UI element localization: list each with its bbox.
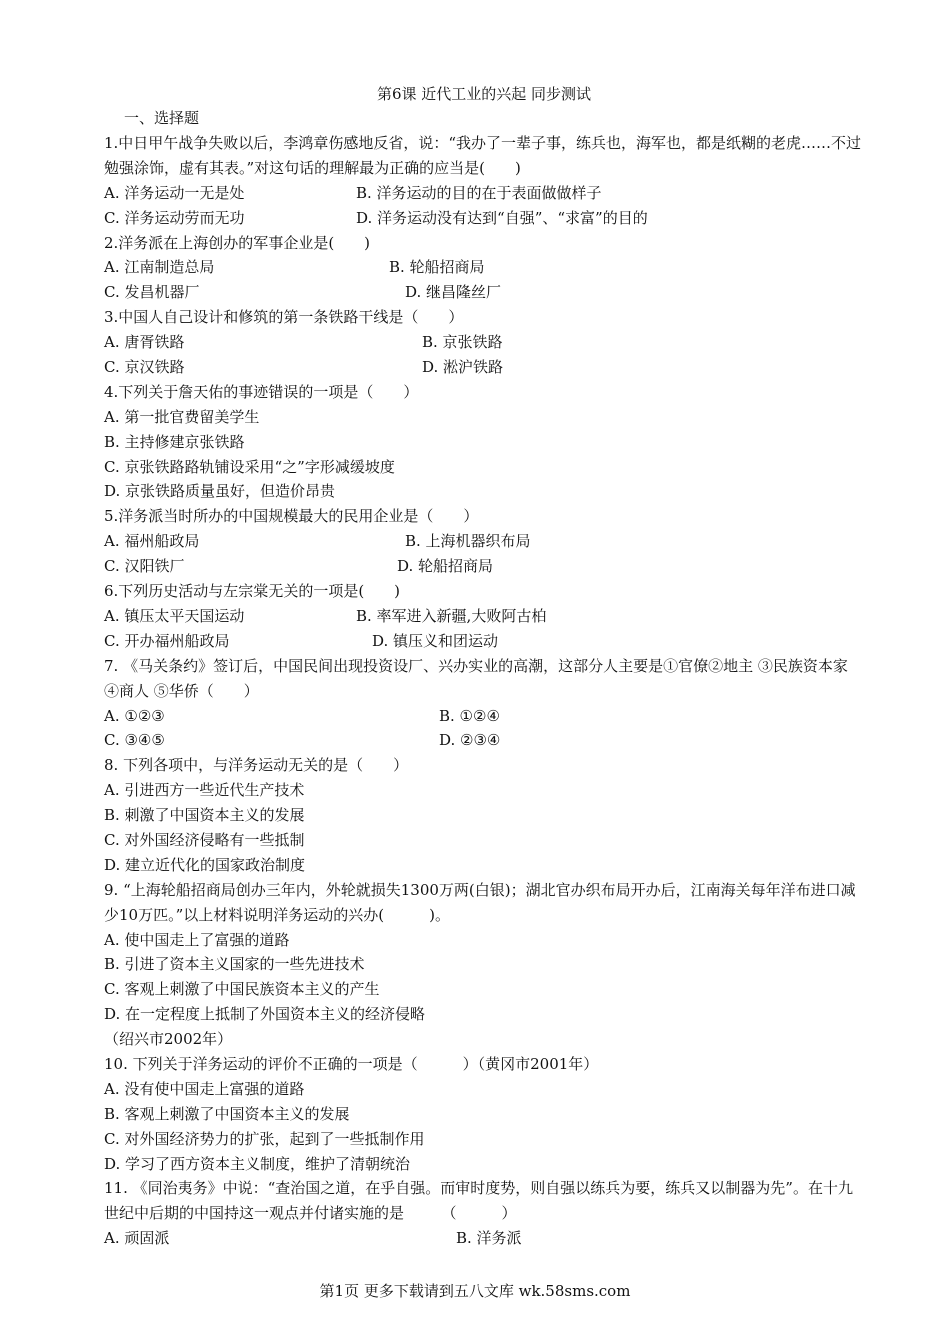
options-row [104, 529, 864, 554]
option-b: B. 主持修建京张铁路 [104, 432, 245, 451]
option-b: B. ①②④ [439, 706, 500, 725]
option-c: C. 汉阳铁厂 [104, 557, 185, 576]
option-d: D. 镇压义和团运动 [372, 631, 499, 650]
option-c: C. 开办福州船政局 [104, 631, 230, 650]
options-row [104, 280, 864, 305]
options-row [104, 704, 864, 729]
option-d: D. 京张铁路质量虽好，但造价昂贵 [104, 482, 336, 501]
option-d: D. 洋务运动没有达到“自强”、“求富”的目的 [356, 208, 648, 227]
option-d: D. 继昌隆丝厂 [405, 283, 502, 302]
option-a: A. 镇压太平天国运动 [104, 606, 245, 625]
option-a: A. 第一批官费留美学生 [104, 407, 260, 426]
question-3: 3.中国人自己设计和修筑的第一条铁路干线是（ ） [104, 308, 464, 327]
options-row [104, 355, 864, 380]
option-a: A. 洋务运动一无是处 [104, 183, 245, 202]
option-a: A. 使中国走上了富强的道路 [104, 930, 290, 949]
option-a: A. 没有使中国走上富强的道路 [104, 1079, 305, 1098]
question-2: 2.洋务派在上海创办的军事企业是( ) [104, 233, 371, 252]
option-c: C. 京张铁路路轨铺设采用“之”字形减缓坡度 [104, 457, 395, 476]
option-d: D. 学习了西方资本主义制度，维护了清朝统治 [104, 1154, 411, 1173]
question-list [104, 131, 864, 1251]
option-d: D. 建立近代化的国家政治制度 [104, 855, 306, 874]
page-footer: 第1页 更多下载请到五八文库 wk.58sms.com [319, 1282, 631, 1300]
question-9: 9. “上海轮船招商局创办三年内，外轮就损失1300万两(白银)；湖北官办织布局开办后，江南海关每年洋布进口减少10万匹。”以上材料说明洋务运动的兴办( )。 [104, 880, 856, 924]
option-b: B. 率军进入新疆,大败阿古柏 [356, 606, 547, 625]
option-b: B. 洋务运动的目的在于表面做做样子 [356, 183, 602, 202]
option-a: A. ①②③ [104, 706, 165, 725]
option-a: A. 江南制造总局 [104, 258, 215, 277]
option-b: B. 轮船招商局 [389, 258, 485, 277]
option-b: B. 洋务派 [456, 1229, 522, 1248]
question-5: 5.洋务派当时所办的中国规模最大的民用企业是（ ） [104, 507, 479, 526]
option-d: D. 在一定程度上抵制了外国资本主义的经济侵略 [104, 1005, 426, 1024]
question-8: 8. 下列各项中，与洋务运动无关的是（ ） [104, 756, 409, 775]
option-c: C. ③④⑤ [104, 731, 165, 750]
option-c: C. 对外国经济势力的扩张，起到了一些抵制作用 [104, 1129, 425, 1148]
option-b: B. 刺激了中国资本主义的发展 [104, 806, 305, 825]
page-title: 第6课 近代工业的兴起 同步测试 [376, 85, 592, 103]
options-row [104, 629, 864, 654]
option-a: A. 福州船政局 [104, 532, 200, 551]
option-c: C. 京汉铁路 [104, 358, 185, 377]
option-d: D. ②③④ [439, 731, 501, 750]
option-d: D. 轮船招商局 [397, 557, 494, 576]
option-b: B. 引进了资本主义国家的一些先进技术 [104, 955, 365, 974]
option-c: C. 发昌机器厂 [104, 283, 200, 302]
question-6: 6.下列历史活动与左宗棠无关的一项是( ) [104, 582, 401, 601]
question-1: 1.中日甲午战争失败以后，李鸿章伤感地反省，说：“我办了一辈子事，练兵也，海军也，都是纸糊的老虎……不过勉强涂饰，虚有其表。”对这句话的理解最为正确的应当是( ) [104, 134, 861, 177]
section-heading: 一、选择题 [124, 109, 200, 127]
options-row [104, 206, 864, 231]
options-row [104, 554, 864, 579]
question-10: 10. 下列关于洋务运动的评价不正确的一项是（ ）（黄冈市2001年） [104, 1055, 599, 1073]
options-row [104, 728, 864, 753]
option-c: C. 客观上刺激了中国民族资本主义的产生 [104, 980, 380, 999]
option-a: A. 唐胥铁路 [104, 333, 185, 352]
option-b: B. 上海机器织布局 [405, 532, 531, 551]
options-row [104, 604, 864, 629]
option-b: B. 客观上刺激了中国资本主义的发展 [104, 1104, 350, 1123]
option-a: A. 顽固派 [104, 1229, 170, 1248]
option-c: C. 对外国经济侵略有一些抵制 [104, 830, 305, 849]
option-b: B. 京张铁路 [422, 333, 503, 352]
option-d: D. 淞沪铁路 [422, 358, 504, 377]
question-11: 11. 《同治夷务》中说：“查治国之道，在乎自强。而审时度势，则自强以练兵为要，练兵又以制器为先”。在十九世纪中后期的中国持这一观点并付诸实施的是 （ ） [104, 1179, 853, 1223]
options-row [104, 255, 864, 280]
question-source: （绍兴市2002年） [104, 1030, 233, 1049]
options-row [104, 1226, 864, 1251]
options-row [104, 181, 864, 206]
question-7: 7. 《马关条约》签订后，中国民间出现投资设厂、兴办实业的高潮，这部分人主要是①官僚②地主 ③民族资本家 ④商人 ⑤华侨（ ） [104, 656, 848, 700]
question-4: 4.下列关于詹天佑的事迹错误的一项是（ ） [104, 382, 419, 401]
option-a: A. 引进西方一些近代生产技术 [104, 781, 305, 800]
option-c: C. 洋务运动劳而无功 [104, 208, 245, 227]
options-row [104, 330, 864, 355]
